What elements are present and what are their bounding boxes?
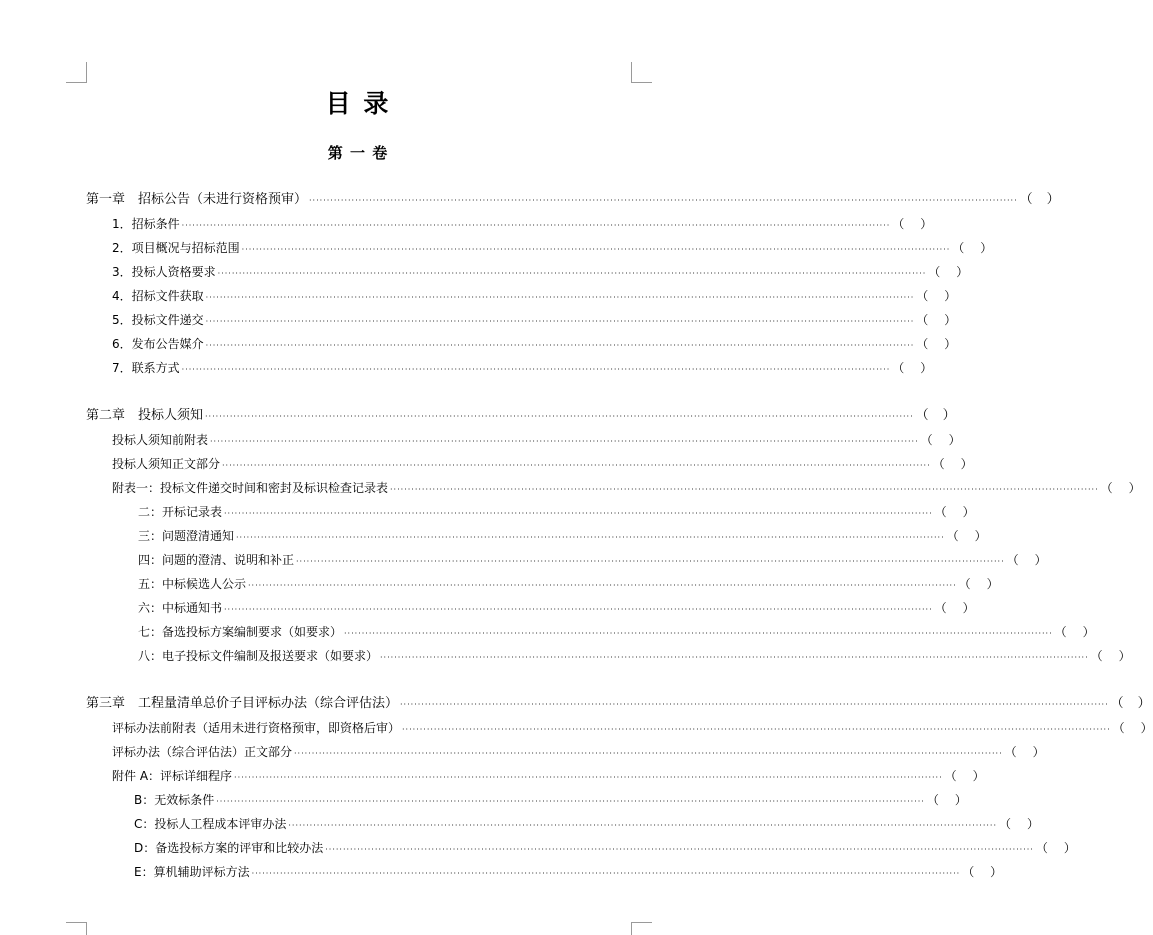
toc-entry[interactable] — [138, 526, 987, 546]
dot-leader: ········································································································································································································ — [216, 797, 925, 806]
dot-leader: ········································································································································································································ — [288, 821, 997, 830]
page-number-placeholder: （ ） — [934, 601, 975, 615]
dot-leader: ········································································································································································································ — [217, 269, 927, 278]
dot-leader: ········································································································································································································ — [251, 869, 961, 878]
page-number-placeholder: （ ） — [1110, 696, 1151, 711]
toc-entry-label: 5．投标文件递交 — [112, 313, 204, 327]
page-number-placeholder: （ ） — [946, 529, 987, 543]
dot-leader: ········································································································································································································ — [294, 749, 1003, 758]
page-number-placeholder: （ ） — [920, 433, 961, 447]
toc-entry-label: B：无效标条件 — [134, 793, 215, 807]
toc-entry[interactable] — [134, 814, 1039, 834]
toc-entry[interactable] — [138, 646, 1131, 666]
toc-entry-label: 二：开标记录表 — [138, 505, 223, 519]
dot-leader: ········································································································································································································ — [325, 845, 1034, 854]
page-number-placeholder: （ ） — [952, 241, 993, 255]
page-number-placeholder: （ ） — [1019, 192, 1060, 207]
toc-entry-label: 7．联系方式 — [112, 361, 180, 375]
dot-leader: ········································································································································································································ — [400, 700, 1109, 709]
toc-entry[interactable] — [112, 310, 957, 330]
dot-leader: ········································································································································································································ — [181, 365, 891, 374]
toc-entry[interactable] — [134, 862, 1003, 882]
page-number-placeholder: （ ） — [892, 361, 933, 375]
toc-entry-chapter-3[interactable] — [86, 694, 1151, 714]
page-number-placeholder: （ ） — [1112, 721, 1153, 735]
dot-leader: ········································································································································································································ — [224, 605, 933, 614]
toc-entry[interactable] — [112, 478, 1141, 498]
toc-entry-chapter-1[interactable] — [86, 190, 1060, 210]
toc-entry[interactable] — [138, 574, 999, 594]
page-number-placeholder: （ ） — [932, 457, 973, 471]
toc-entry-label: 第一章 招标公告（未进行资格预审） — [86, 192, 308, 207]
page-number-placeholder: （ ） — [962, 865, 1003, 879]
toc-entry-label: 四：问题的澄清、说明和补正 — [138, 553, 295, 567]
dot-leader: ········································································································································································································ — [205, 293, 915, 302]
document-title: 目 录 — [325, 89, 391, 118]
page-number-placeholder: （ ） — [892, 217, 933, 231]
toc-entry-label: D：备选投标方案的评审和比较办法 — [134, 841, 324, 855]
toc-entry-label: 八：电子投标文件编制及报送要求（如要求） — [138, 649, 379, 663]
toc-entry[interactable] — [138, 550, 1047, 570]
dot-leader: ········································································································································································································ — [380, 653, 1089, 662]
page-number-placeholder: （ ） — [944, 769, 985, 783]
toc-entry[interactable] — [138, 622, 1095, 642]
page-number-placeholder: （ ） — [934, 505, 975, 519]
page-number-placeholder: （ ） — [1100, 481, 1141, 495]
page-number-placeholder: （ ） — [1054, 625, 1095, 639]
page-number-placeholder: （ ） — [916, 289, 957, 303]
dot-leader: ········································································································································································································ — [402, 725, 1111, 734]
page-number-placeholder: （ ） — [998, 817, 1039, 831]
toc-entry[interactable] — [112, 214, 933, 234]
toc-entry[interactable] — [112, 262, 969, 282]
toc-entry-label: 6．发布公告媒介 — [112, 337, 204, 351]
toc-entry-label: 2．项目概况与招标范围 — [112, 241, 240, 255]
toc-entry-label: 评标办法（综合评估法）正文部分 — [112, 745, 293, 759]
dot-leader: ········································································································································································································ — [236, 533, 945, 542]
dot-leader: ········································································································································································································ — [181, 221, 891, 230]
toc-entry[interactable] — [134, 790, 967, 810]
page-number-placeholder: （ ） — [1004, 745, 1045, 759]
dot-leader: ········································································································································································································ — [210, 437, 919, 446]
page-number-placeholder: （ ） — [926, 793, 967, 807]
toc-entry-label: 附件 A：评标详细程序 — [112, 769, 233, 783]
toc-entry-label: 三：问题澄清通知 — [138, 529, 235, 543]
dot-leader: ········································································································································································································ — [309, 196, 1018, 205]
toc-entry-label: 投标人须知前附表 — [112, 433, 209, 447]
dot-leader: ········································································································································································································ — [224, 509, 933, 518]
dot-leader: ········································································································································································································ — [234, 773, 943, 782]
toc-entry-label: 3．投标人资格要求 — [112, 265, 216, 279]
dot-leader: ········································································································································································································ — [205, 317, 915, 326]
toc-entry[interactable] — [112, 766, 985, 786]
dot-leader: ········································································································································································································ — [344, 629, 1053, 638]
toc-entry[interactable] — [112, 718, 1153, 738]
toc-entry[interactable] — [112, 238, 993, 258]
toc-entry-label: 投标人须知正文部分 — [112, 457, 221, 471]
page-number-placeholder: （ ） — [1090, 649, 1131, 663]
toc-entry[interactable] — [134, 838, 1076, 858]
toc-entry-label: 六：中标通知书 — [138, 601, 223, 615]
toc-entry-chapter-2[interactable] — [86, 406, 956, 426]
toc-entry[interactable] — [112, 430, 961, 450]
toc-entry-label: 七：备选投标方案编制要求（如要求） — [138, 625, 343, 639]
toc-entry-label: 4．招标文件获取 — [112, 289, 204, 303]
toc-entry-label: 1．招标条件 — [112, 217, 180, 231]
volume-heading: 第 一 卷 — [327, 144, 389, 162]
toc-entry[interactable] — [112, 358, 933, 378]
toc-entry[interactable] — [112, 454, 973, 474]
toc-entry[interactable] — [138, 598, 975, 618]
page-number-placeholder: （ ） — [915, 408, 956, 423]
page-number-placeholder: （ ） — [1035, 841, 1076, 855]
dot-leader: ········································································································································································································ — [248, 581, 957, 590]
toc-entry[interactable] — [138, 502, 975, 522]
dot-leader: ········································································································································································································ — [205, 412, 914, 421]
toc-entry[interactable] — [112, 742, 1045, 762]
page-number-placeholder: （ ） — [928, 265, 969, 279]
toc-entry-label: 第二章 投标人须知 — [86, 408, 204, 423]
toc-entry-label: 五：中标候选人公示 — [138, 577, 247, 591]
dot-leader: ········································································································································································································ — [205, 341, 915, 350]
toc-entry[interactable] — [112, 334, 957, 354]
toc-entry[interactable] — [112, 286, 957, 306]
dot-leader: ········································································································································································································ — [241, 245, 951, 254]
toc-entry-label: 附表一：投标文件递交时间和密封及标识检查记录表 — [112, 481, 389, 495]
toc-entry-label: 第三章 工程量清单总价子目评标办法（综合评估法） — [86, 696, 399, 711]
toc-entry-label: C：投标人工程成本评审办法 — [134, 817, 287, 831]
dot-leader: ········································································································································································································ — [390, 485, 1099, 494]
page-number-placeholder: （ ） — [958, 577, 999, 591]
page-number-placeholder: （ ） — [1006, 553, 1047, 567]
dot-leader: ········································································································································································································ — [222, 461, 931, 470]
page-number-placeholder: （ ） — [916, 337, 957, 351]
toc-entry-label: 评标办法前附表（适用未进行资格预审，即资格后审） — [112, 721, 401, 735]
toc-entry-label: E：算机辅助评标方法 — [134, 865, 250, 879]
page-number-placeholder: （ ） — [916, 313, 957, 327]
dot-leader: ········································································································································································································ — [296, 557, 1005, 566]
